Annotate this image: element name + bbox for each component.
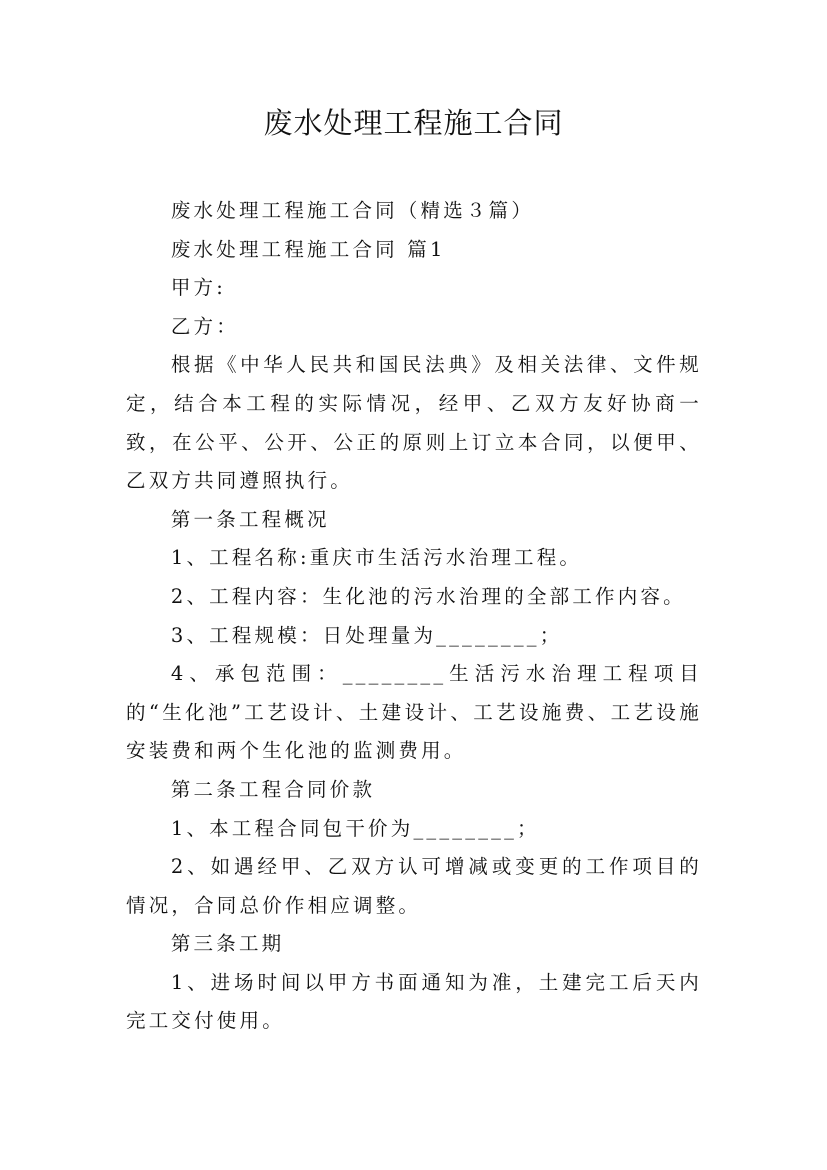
- paragraph-article-3-heading: 第三条工期: [170, 932, 285, 956]
- paragraph-article-1-item-3: 3、工程规模：日处理量为________；: [170, 623, 563, 647]
- document-title: 废水处理工程施工合同: [263, 106, 564, 140]
- document-body: [126, 192, 702, 1041]
- paragraph-article-2-item-1: 1、本工程合同包干价为________；: [170, 816, 540, 840]
- paragraph-article-1-heading: 第一条工程概况: [170, 507, 330, 531]
- paragraph-article-2-heading: 第二条工程合同价款: [170, 777, 376, 801]
- paragraph-article-1-item-4: 4、承包范围：________生活污水治理工程项目的“生化池”工艺设计、土建设计、工艺设施费、工艺设施安装费和两个生化池的监测费用。: [126, 662, 702, 763]
- paragraph-article-1-item-1: 1、工程名称:重庆市生活污水治理工程。: [170, 546, 583, 570]
- paragraph-party-a: 甲方:: [170, 276, 227, 300]
- paragraph-party-b: 乙方：: [170, 314, 239, 338]
- paragraph-section-heading: 废水处理工程施工合同 篇1: [170, 237, 446, 261]
- paragraph-subtitle: 废水处理工程施工合同（精选３篇）: [170, 199, 535, 222]
- paragraph-article-2-item-2: 2、如遇经甲、乙双方认可增减或变更的工作项目的情况，合同总价作相应调整。: [126, 855, 702, 917]
- paragraph-preamble: 根据《中华人民共和国民法典》及相关法律、文件规定，结合本工程的实际情况，经甲、乙双方友好协商一致，在公平、公开、公正的原则上订立本合同，以便甲、乙双方共同遵照执行。: [126, 353, 702, 493]
- paragraph-article-3-item-1: 1、进场时间以甲方书面通知为准，土建完工后天内完工交付使用。: [126, 970, 702, 1033]
- paragraph-article-1-item-2: 2、工程内容：生化池的污水治理的全部工作内容。: [170, 584, 686, 608]
